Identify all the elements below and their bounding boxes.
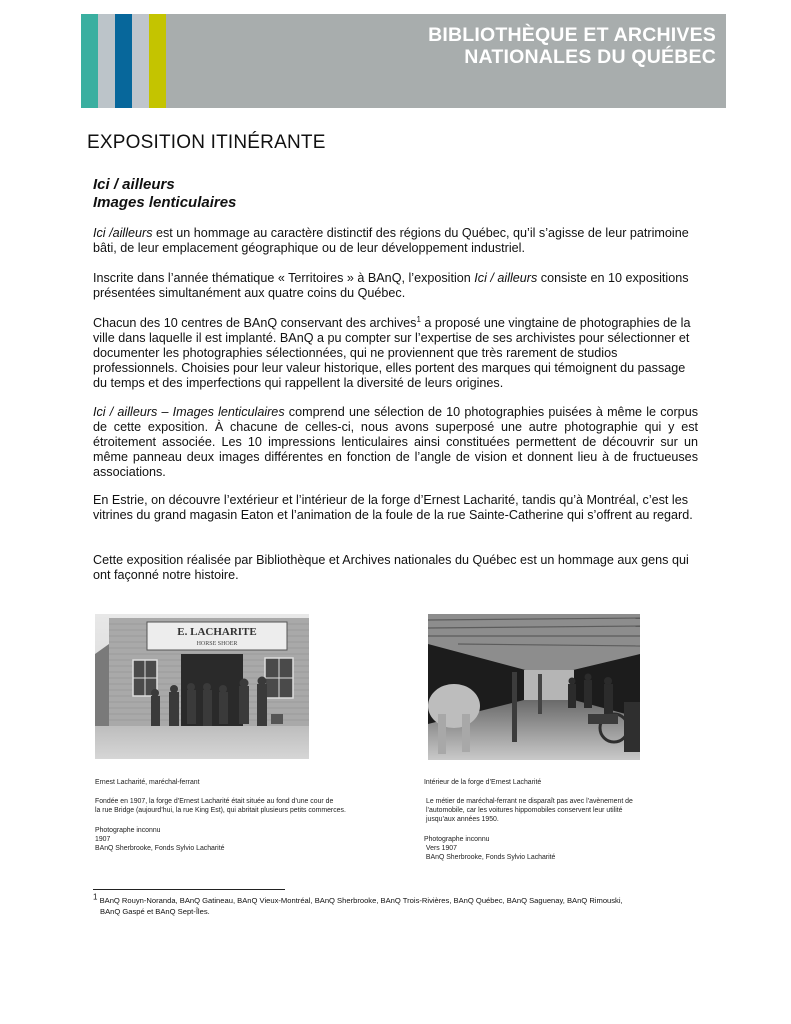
p4-italic: Ici / ailleurs – Images lenticulaires: [93, 405, 285, 419]
header-stripe-yellow: [149, 14, 166, 108]
header-stripe-gray: [132, 14, 149, 108]
header-stripe-lightgray: [98, 14, 115, 108]
brand-line-1: BIBLIOTHÈQUE ET ARCHIVES: [428, 24, 716, 46]
p1-italic: Ici /ailleurs: [93, 226, 153, 240]
paragraph-1: [93, 226, 698, 256]
p3-text-post: a proposé une vingtaine de photographies de la ville dans laquelle il est implanté. BAnQ a pu compter sur l’expertise de ses archivistes pour sélectionner et documenter les photographies sélectionnées, qui ne proviennent que très rarement de studios professionnels. Choisies pour leur valeur historique, elles portent des marques qui témoignent du passage du temps et des imperfections qui rappellent la diversité de leurs origines.: [93, 316, 691, 391]
footnote-line-2: BAnQ Gaspé et BAnQ Sept-Îles.: [100, 906, 210, 916]
p1-text: est un hommage au caractère distinctif des régions du Québec, qu’il s’agisse de leur patrimoine bâti, de leur emplacement géographique ou de leur développement industriel.: [93, 226, 689, 256]
p3-text-pre: Chacun des 10 centres de BAnQ conservant des archives: [93, 316, 417, 330]
subtitle-line-1: Ici / ailleurs: [93, 176, 175, 193]
paragraph-2: [93, 271, 698, 301]
subtitle-line-2: Images lenticulaires: [93, 194, 237, 211]
paragraph-3: [93, 316, 698, 391]
caption-right-source: BAnQ Sherbrooke, Fonds Sylvio Lacharité: [424, 854, 556, 861]
p2-text-post: consiste en 10 expositions présentées simultanément aux quatre coins du Québec.: [93, 271, 689, 301]
footnote-divider: [93, 889, 285, 890]
forge-exterior-image: [95, 614, 309, 759]
paragraph-5: En Estrie, on découvre l’extérieur et l’intérieur de la forge d’Ernest Lacharité, tandis qu’à Montréal, c’est les vitrines du grand magasin Eaton et l’animation de la foule de la rue Sainte-Catherine qui s’offrent au regard.: [93, 493, 693, 523]
brand-line-2: NATIONALES DU QUÉBEC: [464, 46, 716, 68]
caption-left-source: BAnQ Sherbrooke, Fonds Sylvio Lacharité: [95, 845, 225, 852]
header-stripe-blue: [115, 14, 132, 108]
caption-right-date: Vers 1907: [424, 845, 457, 852]
footnote-line-1: BAnQ Rouyn-Noranda, BAnQ Gatineau, BAnQ Vieux-Montréal, BAnQ Sherbrooke, BAnQ Trois-Rivières, BAnQ Québec, BAnQ Saguenay, BAnQ Rimouski,: [97, 896, 623, 905]
footnote: [93, 892, 653, 917]
p4-text: comprend une sélection de 10 photographies puisées à même le corpus de cette exposition. À chacune de celles-ci, nous avons superposé une autre photographie qui y est étroitement associée. Les 10 impressions lenticulaires ainsi constituées permettent de découvrir sur un même panneau deux images différentes en fonction de l’angle de vision et donnent lieu à de fructueuses associations.: [93, 405, 698, 480]
caption-right-desc-1: Le métier de maréchal-ferrant ne disparaît pas avec l’avènement de: [426, 798, 633, 805]
caption-left-title: Ernest Lacharité, maréchal-ferrant: [95, 779, 200, 786]
document-title: EXPOSITION ITINÉRANTE: [87, 132, 326, 153]
photo-forge-interior: [428, 614, 640, 760]
caption-left-desc-2: la rue Bridge (aujourd’hui, la rue King Est), qui abritait plusieurs petits commerces.: [95, 807, 346, 814]
footnote-marker: 1: [93, 892, 98, 902]
caption-right-author: Photographe inconnu: [424, 836, 490, 843]
brand-logo-text: [428, 24, 716, 68]
sign-subtitle: HORSE SHOER: [196, 641, 238, 647]
caption-left-date: 1907: [95, 836, 111, 843]
paragraph-4: [93, 405, 698, 480]
caption-left-desc-1: Fondée en 1907, la forge d’Ernest Lacharité était située au fond d’une cour de: [95, 798, 334, 805]
sign-name: E. LACHARITE: [177, 626, 257, 638]
caption-right-desc-3: jusqu’aux années 1950.: [426, 816, 499, 823]
footnote-reference: 1: [416, 314, 421, 324]
photo-forge-exterior: [95, 614, 309, 759]
forge-interior-image: [428, 614, 640, 760]
p2-text-pre: Inscrite dans l’année thématique « Territoires » à BAnQ, l’exposition: [93, 271, 475, 285]
p2-italic: Ici / ailleurs: [474, 271, 538, 285]
caption-left-author: Photographe inconnu: [95, 827, 161, 834]
header-stripe-teal: [81, 14, 98, 108]
caption-right-title: Intérieur de la forge d’Ernest Lacharité: [424, 779, 542, 786]
document-subtitle: [93, 176, 236, 212]
caption-right-desc-2: l’automobile, car les voitures hippomobiles conservent leur utilité: [426, 807, 623, 814]
paragraph-6: Cette exposition réalisée par Bibliothèque et Archives nationales du Québec est un hommage aux gens qui ont façonné notre histoire.: [93, 553, 689, 583]
header-banner: [81, 14, 726, 108]
